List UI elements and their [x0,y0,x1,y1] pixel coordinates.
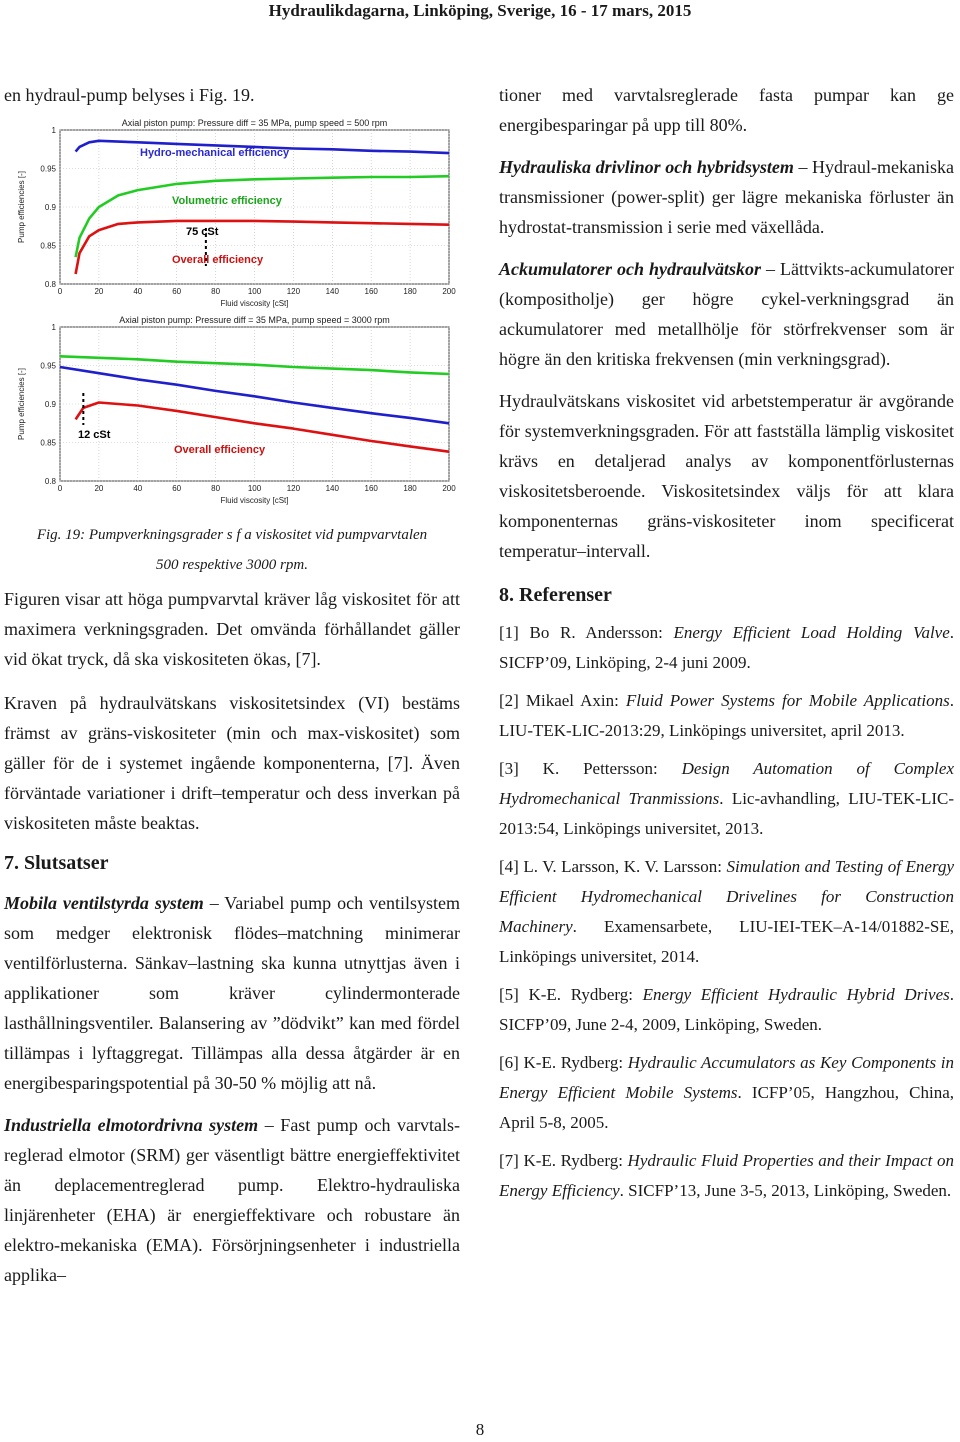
x-tick-label: 100 [247,287,262,296]
reference-author: [5] K-E. Rydberg: [499,985,643,1004]
paragraph: Hydraulvätskans viskositet vid arbetstemperatur är avgörande för systemverkningsgraden. För att fastställa lämplig viskositet krävs en detaljerad analys av komponentförlusternas viskositetsberoende. Viskositetsindex väljs för att klara komponenternas gräns-viskositeter inom specificerat temperatur–intervall. [499,391,954,561]
paragraph-lead: Hydrauliska drivlinor och hybridsystem [499,157,794,177]
reference-item [499,754,954,844]
reference-author: [4] L. V. Larsson, K. V. Larsson: [499,857,727,876]
right-column [499,80,954,1206]
caption-line1: Pumpverkningsgrader s f a viskositet vid pumpvarvtalen [88,527,428,543]
reference-title: Hydraulic Accumulators as Key Components in Energy Efficient Mobile Systems [499,1053,954,1102]
x-tick-label: 80 [211,484,221,493]
reference-item [499,980,954,1040]
x-axis-label: Fluid viscosity [cSt] [220,299,289,308]
y-axis-label: Pump efficiencies [-] [17,171,26,243]
y-axis-label: Pump efficiencies [-] [17,368,26,440]
reference-details: . SICFP’09, June 2-4, 2009, Linköping, Sweden. [499,985,954,1034]
reference-item [499,1048,954,1138]
series-label: Overall efficiency [174,444,266,456]
x-tick-label: 60 [172,484,182,493]
x-tick-label: 60 [172,287,182,296]
x-tick-label: 160 [364,287,378,296]
reference-author: [1] Bo R. Andersson: [499,623,674,642]
left-column [4,80,460,1290]
y-tick-label: 0.95 [40,164,56,174]
y-tick-label: 0.95 [40,361,56,371]
y-tick-label: 1 [51,323,56,332]
x-tick-label: 20 [94,287,104,296]
y-tick-label: 0.85 [40,241,56,251]
y-tick-label: 0.8 [44,280,56,289]
reference-title: Hydraulic Fluid Properties and their Impact on Energy Efficiency [499,1151,954,1200]
x-tick-label: 200 [442,484,456,493]
x-tick-label: 180 [403,484,417,493]
reference-author: [6] K-E. Rydberg: [499,1053,628,1072]
figure-caption [4,520,460,550]
paragraph: tioner med varvtalsreglerade fasta pumpar kan ge energibesparingar på upp till 80%. [499,85,954,135]
reference-title: Energy Efficient Hydraulic Hybrid Drives [642,985,950,1004]
reference-item [499,852,954,972]
reference-author: [2] Mikael Axin: [499,691,626,710]
x-tick-label: 120 [286,484,301,493]
paragraph-lead: Mobila ventilstyrda system [4,893,204,913]
reference-title: Energy Efficient Load Holding Valve [673,623,950,642]
section-heading: 8. Referenser [499,584,612,606]
paragraph [499,254,954,374]
x-tick-label: 80 [211,287,221,296]
chart-title: Axial piston pump: Pressure diff = 35 MPa, pump speed = 3000 rpm [119,315,390,325]
reference-list [499,618,954,1206]
caption-label: Fig. 19: [36,527,86,543]
caption-line2: 500 respektive 3000 rpm. [156,557,308,573]
paragraph-lead: Ackumulatorer och hydraulvätskor [499,259,762,279]
reference-item [499,618,954,678]
y-tick-label: 0.9 [44,400,56,409]
x-tick-label: 140 [325,287,339,296]
paragraph-body: – Hydraul-mekaniska transmissioner (power-split) ger lägre mekaniska förluster än hydrostat-transmission i serie med växellåda. [499,157,955,237]
reference-details: . Lic-avhandling, LIU-TEK-LIC-2013:54, Linköpings universitet, 2013. [499,789,954,838]
series-label: Volumetric efficiency [172,195,282,207]
x-tick-label: 180 [403,287,417,296]
x-tick-label: 40 [133,287,143,296]
paragraph [4,1110,460,1290]
paragraph-body: – Lättvikts-ackumulatorer (kompositholje) ger högre cykel-verkningsgrad än ackumulatorer med metallhölje för störfrekvenser som är högre än den kritiska frekvensen (min verkningsgrad). [499,259,954,369]
y-tick-label: 0.85 [40,438,56,448]
reference-title: Design Automation of Complex Hydromechanical Tranmissions [499,759,954,808]
chart-3000rpm [12,313,457,508]
y-tick-label: 0.9 [44,203,56,212]
x-tick-label: 140 [325,484,339,493]
x-tick-label: 120 [286,287,301,296]
intro-line: en hydraul-pump belyses i Fig. 19. [4,85,255,105]
chart-500rpm [12,116,457,311]
series-label: Hydro-mechanical efficiency [140,147,290,159]
reference-author: [3] K. Pettersson: [499,759,682,778]
series-label: Overall efficiency [172,254,264,266]
y-tick-label: 0.8 [44,477,56,486]
x-tick-label: 0 [57,484,63,493]
x-tick-label: 160 [364,484,378,493]
paragraph [4,888,460,1098]
x-tick-label: 20 [94,484,104,493]
paragraph-lead: Industriella elmotordrivna system [4,1115,259,1135]
reference-details: . Examensarbete, LIU-IEI-TEK–A-14/01882-SE, Linköpings universitet, 2014. [499,917,954,966]
reference-details: . SICFP’13, June 3-5, 2013, Linköping, Sweden. [619,1181,952,1200]
chart-title: Axial piston pump: Pressure diff = 35 MPa, pump speed = 500 rpm [121,118,388,128]
paragraph: Kraven på hydraulvätskans viskositetsindex (VI) bestäms främst av gräns-viskositeter (min och max-viskositet) som gäller för de i systemet ingående komponenterna, [7]. Även förväntade variationer i drift–temperatur och dess inverkan på viskositeten måste beaktas. [4,693,460,833]
x-tick-label: 0 [57,287,63,296]
x-tick-label: 100 [247,484,262,493]
section-heading: 7. Slutsatser [4,852,109,874]
paragraph [499,152,954,242]
paragraph: Figuren visar att höga pumpvarvtal kräver låg viskositet för att maximera verkningsgraden. Det omvända förhållandet gäller vid ökat tryck, då ska viskositeten ökas, [7]. [4,589,460,669]
reference-author: [7] K-E. Rydberg: [499,1151,628,1170]
reference-details: . LIU-TEK-LIC-2013:29, Linköpings universitet, april 2013. [499,691,954,740]
reference-item [499,1146,954,1206]
y-tick-label: 1 [51,126,56,135]
reference-details: . ICFP’05, Hangzhou, China, April 5-8, 2005. [499,1083,955,1132]
x-tick-label: 200 [442,287,456,296]
running-header: Hydraulikdagarna, Linköping, Sverige, 16 - 17 mars, 2015 [268,1,692,20]
series-label: 75 cSt [186,226,219,238]
reference-title: Fluid Power Systems for Mobile Applications [625,691,950,710]
reference-details: . SICFP’09, Linköping, 2-4 juni 2009. [499,623,955,672]
reference-item [499,686,954,746]
paragraph-body: – Variabel pump och ventilsystem som medger elektronisk flödes–matchning minimerar ventilförlusterna. Sänkav–lastning ska kunna utnyttjas även i applikationer som kräver cylindermonterade lasthållningsventiler. Balansering av ”dödvikt” kan med fördel tillämpas i lyftaggregat. Tillämpas alla dessa åtgärder är en energibesparingspotential på 30-50 % möjlig att nå. [4,893,460,1093]
series-label: 12 cSt [78,429,111,441]
x-axis-label: Fluid viscosity [cSt] [220,496,289,505]
paragraph-body: – Fast pump och varvtals-reglerad elmotor (SRM) ger väsentligt bättre energieffektivitet än deplacementreglerad pump. Elektro-hydrauliska linjärenheter (EHA) är energieffektivare och robustare än elektro-mekaniska (EMA). Försörjningsenheter i industriella applika– [4,1115,460,1285]
page-number: 8 [475,1420,485,1439]
reference-title: Simulation and Testing of Energy Efficient Hydromechanical Drivelines for Construction Machinery [499,857,954,936]
x-tick-label: 40 [133,484,143,493]
